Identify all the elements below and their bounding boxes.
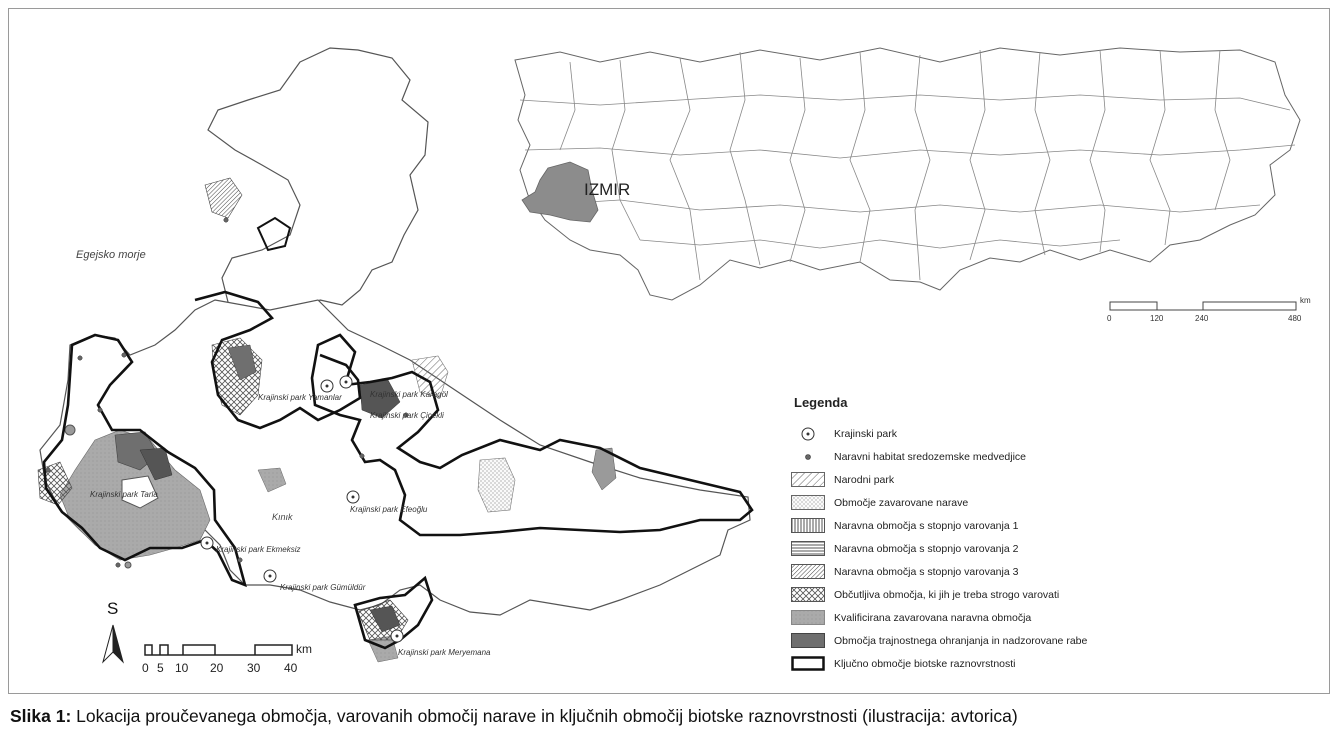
legend-label: Občutljiva območja, ki jih je treba strogo varovati [834, 588, 1060, 601]
legend-label: Krajinski park [834, 427, 898, 440]
town-label: Kınık [272, 512, 293, 522]
legend-item-natural-3 [790, 560, 1170, 583]
park-label-efeoglu: Krajinski park Efeoğlu [350, 505, 428, 514]
natural-2-swatch [790, 541, 826, 557]
inset-scale-tick-0: 0 [1107, 314, 1112, 323]
national-park-swatch [790, 472, 826, 488]
turkey-inset-map [515, 48, 1311, 323]
legend-label: Naravna območja s stopnjo varovanja 2 [834, 542, 1019, 555]
legend-label: Območja trajnostnega ohranjanja in nadzorovane rabe [834, 634, 1088, 647]
islet-2 [125, 562, 131, 568]
legend-item-qualified [790, 606, 1170, 629]
north-label: S [107, 599, 119, 618]
inset-scale-tick-480: 480 [1288, 314, 1302, 323]
natural-3-swatch [790, 564, 826, 580]
park-label-yamanlar: Krajinski park Yamanlar [258, 393, 342, 402]
legend-item-kba [790, 652, 1170, 675]
legend [790, 395, 1170, 675]
landscape-park-icon [790, 426, 826, 442]
legend-item-protected-nature [790, 491, 1170, 514]
park-label-ekmeksiz: Krajinski park Ekmeksiz [216, 545, 301, 554]
legend-item-sensitive [790, 583, 1170, 606]
park-label-tarla: Krajinski park Tarla [90, 490, 158, 499]
natural-1-swatch [790, 518, 826, 534]
protected-nature-swatch [790, 495, 826, 511]
scale-unit: km [296, 642, 312, 656]
sustainable-swatch [790, 633, 826, 649]
legend-label: Naravni habitat sredozemske medvedjice [834, 450, 1027, 463]
scale-tick-30: 30 [247, 661, 261, 675]
natural-3-area-north [205, 178, 242, 218]
qualified-swatch [790, 610, 826, 626]
seal-habitat-icon [790, 449, 826, 465]
caption-text: Lokacija proučevanega območja, varovanih območij narave in ključnih območij biotske raznovrstnosti (ilustracija: avtorica) [71, 706, 1018, 726]
legend-item-national-park [790, 468, 1170, 491]
park-label-cicekli: Krajinski park Çiçekli [370, 411, 444, 420]
legend-item-sustainable [790, 629, 1170, 652]
legend-item-seal-habitat [790, 445, 1170, 468]
scale-tick-0: 0 [142, 661, 149, 675]
legend-label: Naravna območja s stopnjo varovanja 3 [834, 565, 1019, 578]
islet-1 [65, 425, 75, 435]
inset-scale-unit: km [1300, 296, 1311, 305]
figure-caption [10, 706, 1018, 727]
legend-label: Območje zavarovane narave [834, 496, 969, 509]
scale-tick-10: 10 [175, 661, 189, 675]
province-outline [208, 48, 428, 332]
legend-label: Ključno območje biotske raznovrstnosti [834, 657, 1016, 670]
park-label-gumulduer: Krajinski park Gümüldür [280, 583, 366, 592]
legend-item-natural-1 [790, 514, 1170, 537]
inset-scale-tick-240: 240 [1195, 314, 1209, 323]
legend-label: Naravna območja s stopnjo varovanja 1 [834, 519, 1019, 532]
scale-tick-5: 5 [157, 661, 164, 675]
kba-swatch [790, 656, 826, 672]
sensitive-swatch [790, 587, 826, 603]
inset-scale-bar [1107, 296, 1311, 323]
legend-label: Narodni park [834, 473, 895, 486]
sea-label: Egejsko morje [76, 249, 146, 261]
park-label-meryemana: Krajinski park Meryemana [398, 648, 491, 657]
legend-item-natural-2 [790, 537, 1170, 560]
inset-label-izmir: IZMIR [584, 180, 631, 199]
main-scale-bar [142, 642, 312, 675]
caption-prefix: Slika 1: [10, 706, 72, 726]
north-arrow [103, 599, 123, 662]
legend-title: Legenda [794, 395, 848, 410]
scale-tick-20: 20 [210, 661, 224, 675]
park-label-karagol: Krajinski park Karagöl [370, 390, 448, 399]
legend-item-landscape-park [790, 422, 1170, 445]
legend-label: Kvalificirana zavarovana naravna območja [834, 611, 1032, 624]
inset-scale-tick-120: 120 [1150, 314, 1164, 323]
scale-tick-40: 40 [284, 661, 298, 675]
turkey-outline [515, 48, 1300, 300]
